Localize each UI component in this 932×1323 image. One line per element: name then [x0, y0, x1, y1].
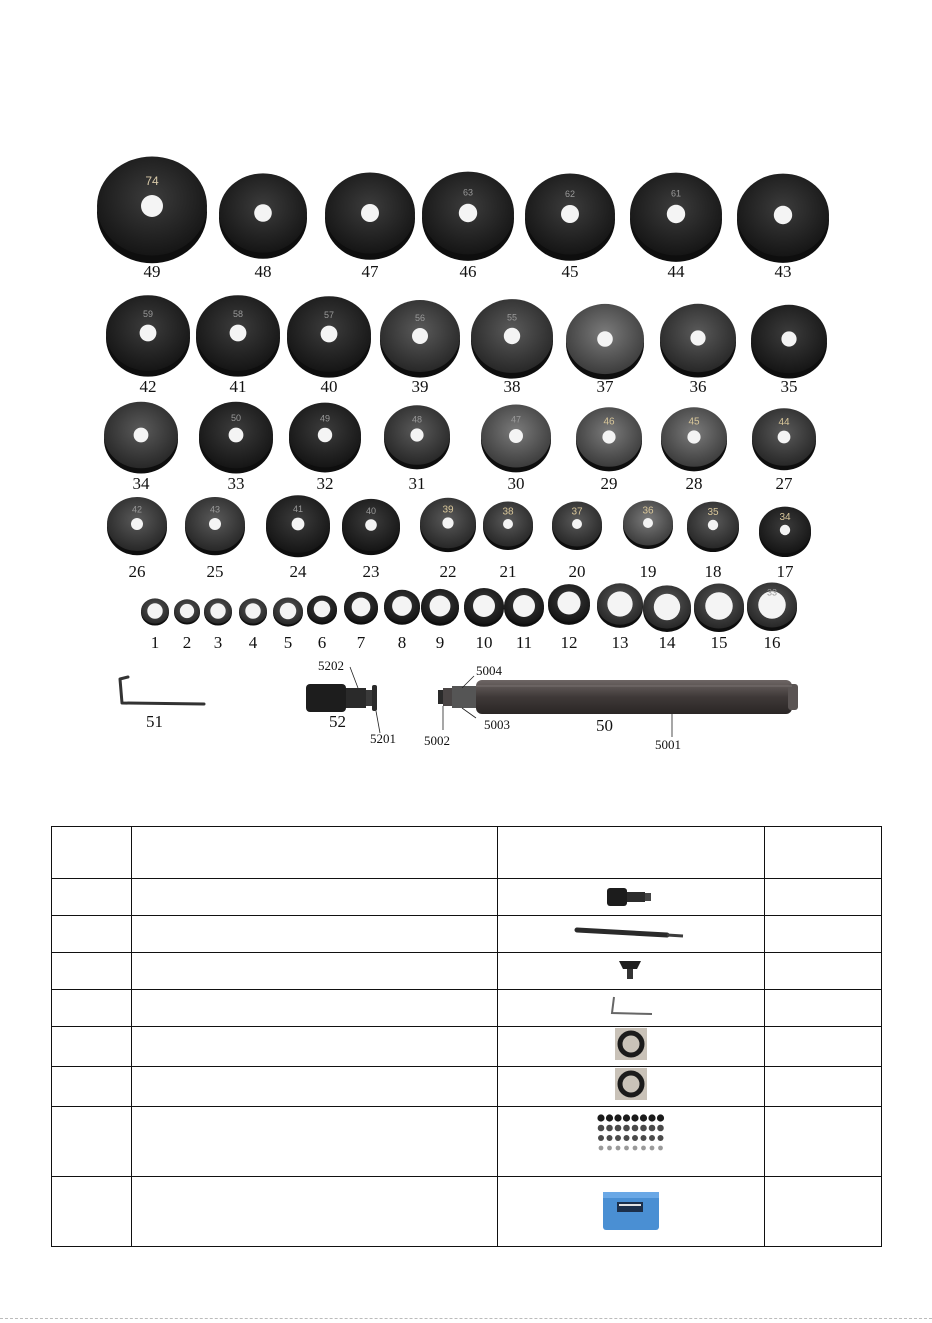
disc-size-label: 50: [230, 412, 242, 423]
part-number-8: 8: [397, 633, 407, 652]
disc-part-42: [106, 295, 190, 396]
disc-part-46: [422, 172, 514, 281]
disc-part-34: [104, 402, 178, 493]
callout-5201: 5201: [370, 731, 396, 746]
part-number-52: 52: [329, 712, 346, 731]
disc-part-13: [597, 583, 643, 652]
disc-thumb-dot: [632, 1135, 638, 1141]
part-number-1: 1: [150, 633, 160, 652]
disc-part-48: [219, 173, 307, 281]
parts-table: [51, 826, 882, 1247]
row-description: [132, 1067, 498, 1107]
row-image: [498, 953, 765, 990]
disc-thumb-dot: [624, 1146, 629, 1151]
disc-thumb-dot: [631, 1114, 638, 1121]
part-number-50: 50: [596, 716, 613, 735]
disc-part-20: [552, 502, 602, 582]
disc-part-36: [660, 304, 736, 396]
disc-part-9: [421, 589, 459, 652]
row-image: [498, 1067, 765, 1107]
disc-size-label: 63: [462, 187, 474, 198]
disc-part-21: [483, 502, 533, 582]
part-number-6: 6: [317, 633, 327, 652]
disc-part-28: [661, 407, 727, 493]
part-number-19: 19: [639, 562, 657, 581]
table-row: [52, 1177, 882, 1247]
disc-thumb-dot: [607, 1146, 612, 1151]
disc-part-8: [384, 590, 420, 652]
disc-part-2: [174, 599, 200, 652]
ring-thumbnail: [614, 1027, 648, 1061]
disc-part-24: [266, 495, 330, 581]
disc-part-38: [471, 299, 553, 396]
part-number-21: 21: [499, 562, 517, 581]
part-number-34: 34: [132, 474, 150, 493]
part-number-48: 48: [254, 262, 272, 281]
part-number-15: 15: [710, 633, 728, 652]
part-number-7: 7: [356, 633, 366, 652]
row-qty: [765, 1027, 882, 1067]
callout-5004: 5004: [476, 663, 502, 678]
part-number-39: 39: [411, 377, 429, 396]
part-number-11: 11: [515, 633, 533, 652]
disc-size-label: 44: [778, 416, 790, 428]
header-cell: [132, 827, 498, 879]
row-number: [52, 916, 132, 953]
part-number-24: 24: [289, 562, 307, 581]
part-number-9: 9: [435, 633, 445, 652]
disc-size-label: 35: [707, 507, 719, 519]
part-number-18: 18: [704, 562, 722, 581]
disc-thumb-dot: [641, 1146, 646, 1151]
disc-part-45: [525, 174, 615, 282]
part-number-36: 36: [689, 377, 707, 396]
adapter-tool: [306, 658, 396, 746]
disc-size-label: 39: [442, 504, 454, 516]
part-number-13: 13: [611, 633, 629, 652]
disc-thumb-dot: [657, 1125, 664, 1132]
part-number-31: 31: [408, 474, 426, 493]
row-qty: [765, 1177, 882, 1247]
part-number-4: 4: [248, 633, 258, 652]
disc-part-49: [97, 157, 207, 282]
disc-size-label: 42: [131, 504, 143, 515]
disc-size-label: 61: [670, 188, 682, 199]
disc-part-11: [504, 588, 544, 652]
disc-thumb-dot: [623, 1114, 630, 1121]
row-qty: [765, 1067, 882, 1107]
disc-part-47: [325, 173, 415, 282]
disc-size-label: 48: [411, 414, 423, 425]
disc-thumb-dot: [650, 1146, 655, 1151]
disc-set: [97, 157, 829, 653]
disc-part-29: [576, 407, 642, 493]
disc-thumb-dot: [614, 1114, 621, 1121]
disc-size-label: 38: [502, 506, 514, 518]
disc-thumb-dot: [649, 1125, 656, 1132]
part-number-49: 49: [143, 262, 161, 281]
disc-size-label: 40: [365, 505, 377, 516]
disc-thumb-dot: [632, 1125, 639, 1132]
row-image: [498, 879, 765, 916]
row-description: [132, 1177, 498, 1247]
disc-part-27: [752, 408, 816, 493]
table-header-row: [52, 827, 882, 879]
disc-size-label: 33: [766, 587, 778, 598]
disc-part-32: [289, 403, 361, 493]
part-number-41: 41: [229, 377, 247, 396]
disc-thumb-dot: [649, 1135, 655, 1141]
row-description: [132, 990, 498, 1027]
disc-size-label: 49: [319, 413, 331, 424]
row-qty: [765, 916, 882, 953]
disc-part-4: [239, 598, 267, 652]
row-description: [132, 916, 498, 953]
part-number-43: 43: [774, 262, 792, 281]
header-cell: [765, 827, 882, 879]
disc-part-19: [623, 501, 673, 582]
row-number: [52, 1177, 132, 1247]
disc-thumb-dot: [658, 1135, 664, 1141]
header-cell: [498, 827, 765, 879]
part-number-20: 20: [568, 562, 586, 581]
disc-part-15: [694, 584, 744, 653]
disc-thumb-dot: [598, 1135, 604, 1141]
disc-part-44: [630, 173, 722, 281]
part-number-35: 35: [780, 377, 798, 396]
disc-thumb-dot: [606, 1114, 613, 1121]
part-number-16: 16: [763, 633, 781, 652]
header-cell: [52, 827, 132, 879]
row-description: [132, 1027, 498, 1067]
part-number-26: 26: [128, 562, 146, 581]
disc-part-23: [342, 499, 400, 581]
disc-size-label: 41: [292, 503, 304, 514]
disc-part-10: [464, 588, 504, 652]
screw-thumbnail: [611, 955, 651, 983]
ring-thumbnail: [614, 1067, 648, 1101]
row-image: [498, 916, 765, 953]
row-qty: [765, 1107, 882, 1177]
disc-part-16: [747, 583, 797, 653]
part-number-23: 23: [362, 562, 380, 581]
disc-thumb-dot: [616, 1146, 621, 1151]
disc-part-26: [107, 497, 167, 581]
table-row: [52, 953, 882, 990]
disc-part-7: [344, 592, 378, 652]
disc-part-30: [481, 405, 551, 494]
table-row: [52, 1107, 882, 1177]
callout-5002: 5002: [424, 733, 450, 748]
disc-size-label: 45: [688, 416, 700, 428]
row-number: [52, 1027, 132, 1067]
disc-part-41: [196, 295, 280, 396]
disc-size-label: 46: [603, 416, 615, 428]
page-bottom-rule: [0, 1318, 932, 1319]
part-number-44: 44: [667, 262, 685, 281]
disc-part-39: [380, 300, 460, 396]
disc-part-17: [759, 507, 811, 581]
disc-set-thumbnail: [593, 1109, 669, 1169]
disc-thumb-dot: [607, 1135, 613, 1141]
row-description: [132, 953, 498, 990]
carry-case-thumbnail: [601, 1186, 661, 1232]
part-number-40: 40: [320, 377, 338, 396]
disc-thumb-dot: [606, 1125, 613, 1132]
part-number-37: 37: [596, 377, 614, 396]
disc-part-18: [687, 502, 739, 581]
part-number-12: 12: [560, 633, 578, 652]
hex-key-tool: [120, 677, 204, 731]
row-description: [132, 879, 498, 916]
disc-part-35: [751, 305, 827, 396]
disc-part-5: [273, 598, 303, 653]
row-qty: [765, 953, 882, 990]
table-row: [52, 1027, 882, 1067]
part-number-45: 45: [561, 262, 579, 281]
part-number-28: 28: [685, 474, 703, 493]
disc-part-25: [185, 497, 245, 581]
disc-thumb-dot: [633, 1146, 638, 1151]
disc-thumb-dot: [641, 1135, 647, 1141]
disc-size-label: 58: [232, 309, 244, 320]
disc-size-label: 56: [414, 312, 426, 323]
disc-part-33: [199, 402, 273, 493]
row-number: [52, 1107, 132, 1177]
row-number: [52, 1067, 132, 1107]
disc-part-12: [548, 584, 590, 652]
table-row: [52, 1067, 882, 1107]
row-qty: [765, 990, 882, 1027]
disc-size-label: 43: [209, 504, 221, 515]
table-row: [52, 990, 882, 1027]
disc-size-label: 59: [142, 309, 154, 320]
row-qty: [765, 879, 882, 916]
part-number-27: 27: [775, 474, 793, 493]
part-number-29: 29: [600, 474, 618, 493]
disc-part-31: [384, 405, 450, 493]
callout-5202: 5202: [318, 658, 344, 673]
tools-group: [120, 658, 798, 752]
disc-size-label: 36: [642, 505, 654, 517]
disc-part-6: [307, 596, 337, 653]
part-number-25: 25: [206, 562, 224, 581]
part-number-5: 5: [283, 633, 293, 652]
disc-thumb-dot: [623, 1125, 630, 1132]
part-number-32: 32: [316, 474, 334, 493]
part-number-46: 46: [459, 262, 477, 281]
row-description: [132, 1107, 498, 1177]
disc-thumb-dot: [615, 1125, 622, 1132]
disc-size-label: 47: [510, 414, 522, 425]
disc-size-label: 37: [571, 506, 583, 518]
hex-key-thumbnail: [606, 993, 656, 1019]
row-number: [52, 953, 132, 990]
disc-thumb-dot: [648, 1114, 655, 1121]
disc-part-1: [141, 598, 169, 652]
disc-part-22: [420, 498, 476, 581]
part-number-30: 30: [507, 474, 525, 493]
disc-thumb-dot: [624, 1135, 630, 1141]
disc-size-label: 62: [564, 188, 576, 199]
part-number-2: 2: [182, 633, 192, 652]
disc-thumb-dot: [640, 1125, 647, 1132]
disc-size-label: 34: [779, 512, 791, 524]
disc-part-40: [287, 296, 371, 396]
row-image: [498, 1107, 765, 1177]
row-image: [498, 990, 765, 1027]
disc-size-label: 55: [506, 312, 518, 323]
row-number: [52, 990, 132, 1027]
part-number-22: 22: [439, 562, 457, 581]
row-number: [52, 879, 132, 916]
disc-thumb-dot: [657, 1114, 664, 1121]
part-number-51: 51: [146, 712, 163, 731]
disc-size-label: 57: [323, 310, 335, 321]
disc-part-37: [566, 304, 644, 396]
disc-thumb-dot: [598, 1125, 605, 1132]
part-number-33: 33: [227, 474, 245, 493]
callout-5003: 5003: [484, 717, 510, 732]
disc-thumb-dot: [599, 1146, 604, 1151]
disc-size-label: 74: [145, 174, 159, 189]
part-number-47: 47: [361, 262, 379, 281]
spindle-tool: [424, 663, 798, 752]
part-number-38: 38: [503, 377, 521, 396]
table-row: [52, 916, 882, 953]
row-image: [498, 1177, 765, 1247]
disc-thumb-dot: [658, 1146, 663, 1151]
row-image: [498, 1027, 765, 1067]
part-number-14: 14: [658, 633, 676, 652]
disc-part-14: [643, 585, 691, 652]
disc-thumb-dot: [615, 1135, 621, 1141]
disc-part-3: [204, 598, 232, 652]
table-row: [52, 879, 882, 916]
part-number-17: 17: [776, 562, 794, 581]
adapter-thumbnail: [601, 880, 661, 910]
part-number-3: 3: [213, 633, 223, 652]
spindle-thumbnail: [571, 920, 691, 944]
disc-thumb-dot: [597, 1114, 604, 1121]
part-number-42: 42: [139, 377, 157, 396]
disc-part-43: [737, 174, 829, 281]
callout-5001: 5001: [655, 737, 681, 752]
part-number-10: 10: [475, 633, 493, 652]
disc-thumb-dot: [640, 1114, 647, 1121]
